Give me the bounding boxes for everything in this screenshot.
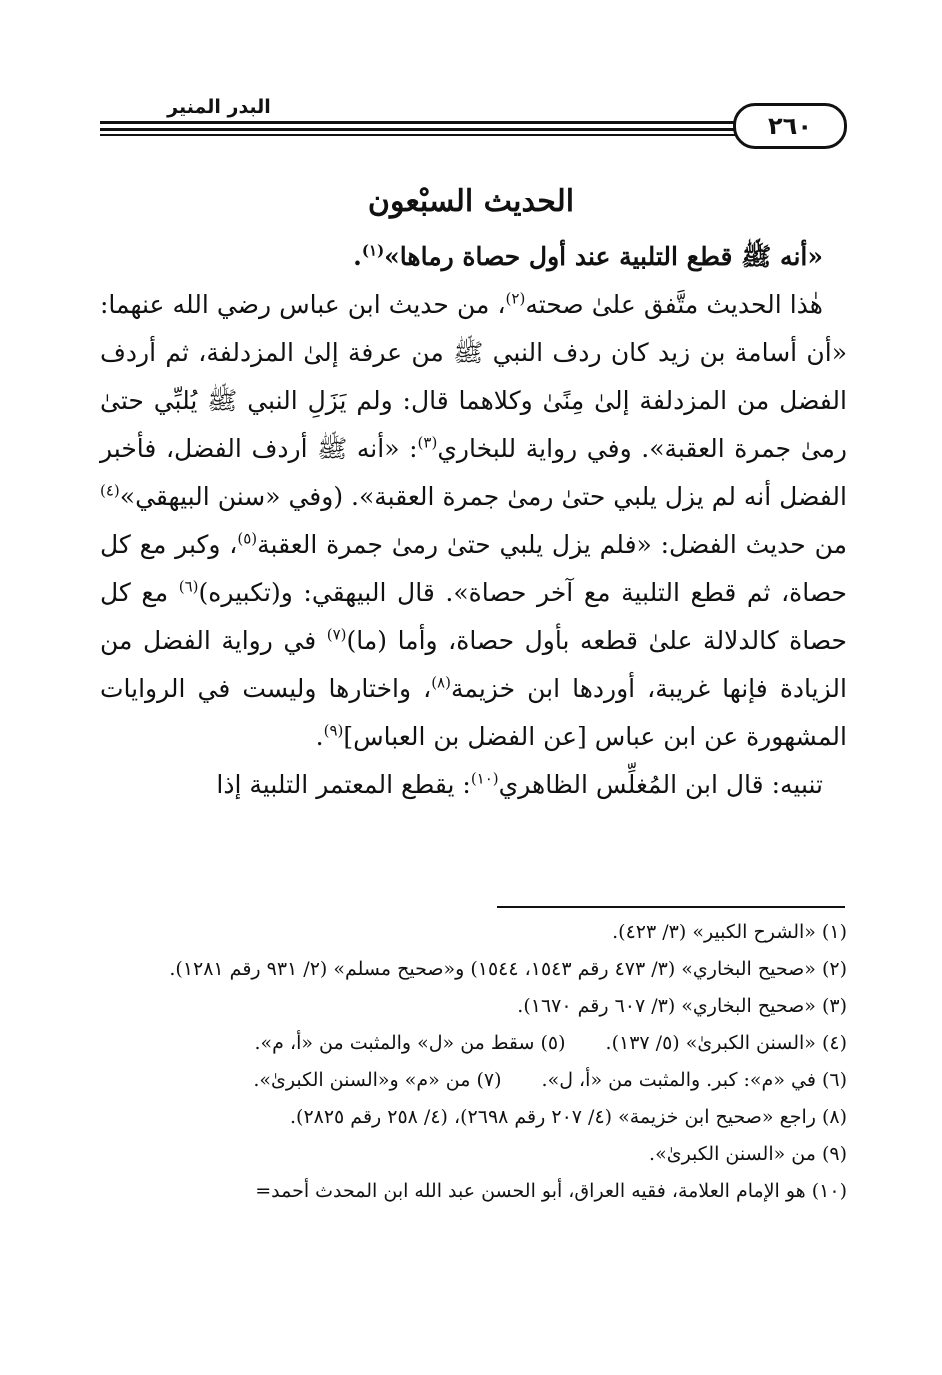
text-run: مع كل حصاة كالدلالة علىٰ قطعه بأول حصاة، وأما (ما)	[100, 578, 847, 655]
footnote-row-6-7	[100, 1062, 847, 1099]
footnote-1: (١) «الشرح الكبير» (٣/ ٤٢٣).	[612, 921, 847, 943]
footnote-8: (٨) راجع «صحيح ابن خزيمة» (٤/ ٢٠٧ رقم ٢٦٩٨)، (٤/ ٢٥٨ رقم ٢٨٢٥).	[289, 1106, 847, 1128]
header-rule-bottom	[100, 134, 842, 136]
hadith-text: «أنه ﷺ قطع التلبية عند أول حصاة رماها»	[384, 242, 823, 271]
footnote-4: (٤) «السنن الكبرىٰ» (٥/ ١٣٧).	[605, 1032, 847, 1054]
hadith-statement: «أنه ﷺ قطع التلبية عند أول حصاة رماها»$^{(١)}$.	[353, 241, 823, 271]
footnotes	[100, 914, 847, 1210]
text-run: في رواية الفضل من الزيادة فإنها غريبة، أوردها ابن خزيمة	[100, 626, 847, 703]
text-run: .	[315, 722, 324, 751]
header-rule-middle	[100, 128, 842, 131]
footnote-3: (٣) «صحيح البخاري» (٣/ ٦٠٧ رقم ١٦٧٠).	[517, 995, 847, 1017]
text-run: : «أنه ﷺ أردف الفضل، فأخبر الفضل أنه لم يزل يلبي حتىٰ رمىٰ جمرة العقبة». (وفي «سنن البيهقي»	[100, 434, 847, 511]
paragraph-1	[100, 281, 847, 761]
footnote-row-4-5	[100, 1025, 847, 1062]
text-run: هٰذا الحديث متَّفق علىٰ صحته	[525, 290, 823, 319]
footnote-10: (١٠) هو الإمام العلامة، فقيه العراق، أبو الحسن عبد الله ابن المحدث أحمد=	[255, 1180, 847, 1202]
footnote-9: (٩) من «السنن الكبرىٰ».	[649, 1143, 847, 1165]
footnote-ref: (٣)	[417, 433, 438, 452]
footnote-6: (٦) في «م»: كبر. والمثبت من «أ، ل».	[541, 1069, 847, 1091]
footnote-ref: (٥)	[237, 529, 258, 548]
footnote-ref: (١٠)	[470, 769, 499, 788]
body-text	[100, 233, 847, 809]
footnote-7: (٧) من «م» و«السنن الكبرىٰ».	[253, 1069, 502, 1091]
text-run: ، واختارها وليست في الروايات المشهورة عن ابن عباس [عن الفضل بن العباس]	[100, 674, 847, 751]
footnote-ref: (٦)	[178, 577, 199, 596]
footnote-2: (٢) «صحيح البخاري» (٣/ ٤٧٣ رقم ١٥٤٣، ١٥٤٤) و«صحيح مسلم» (٢/ ٩٣١ رقم ١٢٨١).	[169, 958, 847, 980]
text-run: : يقطع المعتمر التلبية إذا	[216, 770, 471, 799]
footnote-ref: (٨)	[431, 673, 451, 692]
footnote-separator	[497, 906, 845, 908]
paragraph-2	[100, 761, 847, 809]
footnote-ref: (٧)	[326, 625, 347, 644]
running-title: البدر المنير	[140, 96, 298, 118]
page-number: ٢٦٠	[733, 103, 847, 149]
text-run: من حديث الفضل: «فلم يزل يلبي حتىٰ رمىٰ جمرة العقبة	[257, 530, 847, 559]
header-rule-top	[100, 121, 842, 124]
section-heading: الحديث السبْعون	[367, 184, 575, 219]
text-run: تنبيه: قال ابن المُغلِّس الظاهري	[498, 770, 823, 799]
footnote-ref: (٩)	[323, 721, 344, 740]
footnote-ref: (٢)	[505, 289, 526, 308]
footnote-5: (٥) سقط من «ل» والمثبت من «أ، م».	[254, 1032, 566, 1054]
footnote-ref: (٤)	[100, 481, 120, 500]
footnote-ref: (١)	[361, 241, 385, 260]
text-run: ، من حديث ابن عباس رضي الله عنهما: «أن أسامة بن زيد كان ردف النبي ﷺ من عرفة إلىٰ المزدلفة، ثم أردف الفضل من المزدلفة إلىٰ مِنًىٰ وكلاهما قال: ولم يَزَلِ النبي ﷺ يُلبِّي حتىٰ رمىٰ جمرة العقبة». وفي رواية للبخاري	[100, 290, 847, 463]
text-run: ، وكبر مع كل حصاة، ثم قطع التلبية مع آخر حصاة». قال البيهقي: و(تكبيره)	[100, 530, 847, 607]
